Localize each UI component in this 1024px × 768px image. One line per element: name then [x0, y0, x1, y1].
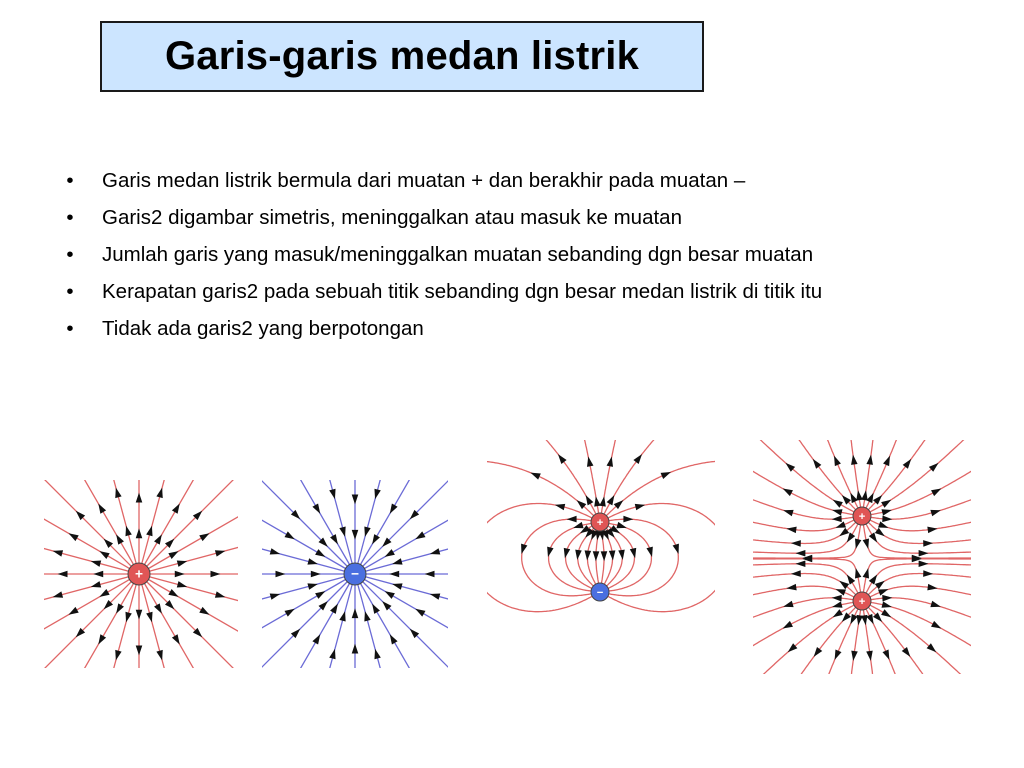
field-arrow [270, 548, 280, 554]
charge-sign: + [858, 510, 866, 523]
field-line [44, 574, 139, 644]
field-arrow [878, 521, 888, 528]
bullet-text: Garis medan listrik bermula dari muatan + dan berakhir pada muatan – [102, 169, 746, 192]
field-arrow [199, 607, 209, 615]
negative-charge-field-diagram [262, 480, 448, 668]
field-arrow [146, 526, 152, 536]
field-arrow [567, 516, 577, 523]
field-arrow [866, 455, 873, 465]
field-arrow [878, 589, 888, 596]
field-arrow [339, 526, 345, 536]
field-arrow [270, 593, 280, 599]
field-arrow [832, 601, 842, 607]
field-line [44, 504, 139, 574]
field-arrow [866, 493, 873, 503]
field-arrow [415, 531, 425, 539]
field-arrow [661, 472, 671, 479]
field-arrow [352, 608, 359, 618]
field-arrow [673, 544, 679, 554]
field-arrow [633, 454, 642, 464]
field-arrow [601, 551, 608, 561]
field-arrow [285, 531, 295, 539]
field-arrow [855, 568, 861, 578]
field-arrow [618, 550, 625, 560]
field-arrow [307, 583, 317, 589]
field-arrow [215, 591, 225, 597]
bullet-dot: • [66, 280, 74, 303]
field-arrow [919, 560, 929, 567]
field-arrow [430, 548, 440, 554]
title-box [100, 21, 704, 92]
field-arrow [352, 494, 359, 504]
field-line [355, 538, 448, 574]
field-arrow [415, 609, 425, 617]
field-arrow [136, 493, 143, 503]
field-arrow [385, 591, 395, 599]
field-arrow [390, 504, 398, 514]
field-line [139, 480, 238, 574]
field-arrow [177, 560, 187, 566]
field-line [139, 574, 209, 668]
field-arrow [630, 548, 636, 558]
field-arrow [154, 603, 162, 613]
field-arrow [69, 607, 79, 615]
field-arrow [923, 570, 933, 577]
field-line [139, 574, 175, 668]
bullet-item [60, 239, 960, 270]
field-line [139, 574, 238, 610]
field-arrow [312, 504, 320, 514]
field-arrow [315, 591, 325, 599]
field-arrow [902, 647, 911, 657]
field-arrow [98, 634, 106, 644]
positive-charge-field-diagram [44, 480, 238, 668]
field-arrow [547, 547, 553, 557]
field-arrow [530, 473, 540, 480]
slide-title: Garis-garis medan listrik [164, 34, 640, 78]
field-line [103, 480, 139, 574]
field-arrow [372, 604, 380, 614]
field-arrow [425, 571, 435, 578]
field-line [319, 480, 355, 574]
field-line [605, 461, 715, 517]
field-arrow [851, 651, 858, 661]
field-line [44, 538, 139, 574]
field-arrow [329, 649, 335, 659]
field-line [139, 480, 209, 574]
field-arrow [881, 500, 891, 508]
field-arrow [850, 493, 857, 503]
field-arrow [91, 581, 101, 587]
field-arrow [833, 500, 843, 508]
field-arrow [115, 488, 121, 498]
field-arrow [881, 509, 891, 515]
dipole-field-diagram [487, 440, 715, 674]
field-arrow [593, 551, 600, 561]
field-arrow [136, 610, 143, 620]
field-arrow [156, 488, 162, 498]
bullet-text: Kerapatan garis2 pada sebuah titik sebanding dgn besar medan listrik di titik itu [102, 280, 823, 303]
field-arrow [330, 534, 338, 544]
field-arrow [168, 589, 178, 597]
field-arrow [91, 560, 101, 566]
field-arrow [927, 584, 937, 591]
field-arrow [786, 527, 796, 534]
field-line [139, 574, 238, 668]
field-arrow [115, 650, 121, 660]
field-arrow [339, 611, 345, 621]
field-arrow [930, 510, 940, 516]
field-arrow [623, 516, 633, 523]
field-arrow [930, 601, 940, 607]
field-arrow [430, 593, 440, 599]
bullet-item [60, 202, 960, 233]
field-line [139, 538, 238, 574]
field-line [566, 525, 595, 590]
field-arrow [832, 509, 842, 515]
field-arrow [863, 538, 869, 548]
field-arrow [69, 533, 79, 541]
field-line [139, 574, 238, 644]
field-arrow [374, 649, 380, 659]
field-arrow [881, 601, 891, 607]
field-arrow [177, 581, 187, 587]
field-arrow [312, 634, 320, 644]
field-arrow [285, 609, 295, 617]
field-arrow [856, 615, 863, 625]
field-arrow [882, 595, 892, 602]
field-arrow [599, 496, 605, 506]
field-arrow [835, 650, 842, 660]
field-arrow [175, 571, 185, 578]
field-arrow [836, 521, 846, 528]
field-arrow [814, 647, 823, 657]
bullet-item [60, 276, 960, 307]
field-line [867, 440, 953, 511]
field-arrow [352, 644, 359, 654]
field-arrow [99, 551, 109, 559]
field-line [319, 574, 355, 668]
field-line [44, 574, 139, 610]
field-arrow [869, 575, 877, 585]
bullet-text: Tidak ada garis2 yang berpotongan [102, 317, 424, 340]
field-arrow [307, 558, 317, 564]
field-arrow [847, 575, 855, 585]
field-arrow [136, 645, 143, 655]
field-arrow [210, 571, 220, 578]
bullet-item [60, 165, 960, 196]
field-arrow [99, 589, 109, 597]
field-arrow [855, 538, 861, 548]
field-line [69, 480, 139, 574]
field-arrow [573, 522, 583, 528]
field-arrow [791, 540, 801, 547]
field-arrow [136, 528, 143, 538]
field-line [139, 504, 238, 574]
bullet-item [60, 313, 960, 344]
field-arrow [352, 530, 359, 540]
field-arrow [861, 490, 868, 500]
field-arrow [832, 516, 842, 523]
field-lines [753, 440, 971, 674]
field-arrow [168, 551, 178, 559]
field-arrow [374, 489, 380, 499]
field-arrow [903, 459, 912, 469]
field-arrow [866, 651, 873, 661]
field-arrow [931, 489, 941, 497]
field-line [262, 538, 355, 574]
field-line [69, 574, 139, 668]
charge-sign: + [858, 595, 866, 608]
field-arrow [58, 571, 68, 578]
field-line [262, 574, 355, 610]
field-arrow [364, 526, 370, 536]
field-arrow [783, 489, 793, 497]
field-arrow [646, 547, 652, 557]
field-arrow [275, 571, 285, 578]
field-line [103, 574, 139, 668]
field-line [605, 525, 634, 590]
field-arrow [923, 540, 933, 547]
field-arrow [125, 526, 131, 536]
bullet-dot: • [66, 243, 74, 266]
field-arrow [116, 603, 124, 613]
field-arrow [882, 516, 892, 523]
field-arrow [607, 495, 615, 505]
field-arrow [931, 621, 941, 629]
field-arrow [869, 532, 877, 542]
field-arrow [389, 571, 399, 578]
field-arrow [836, 589, 846, 596]
field-arrow [385, 549, 395, 557]
bullet-text: Garis2 digambar simetris, meninggalkan atau masuk ke muatan [102, 206, 682, 229]
field-arrow [53, 550, 63, 556]
field-arrow [919, 550, 929, 557]
field-arrow [364, 611, 370, 621]
field-arrow [635, 504, 645, 510]
field-line [139, 480, 175, 574]
bullet-list [60, 165, 960, 350]
field-arrow [783, 621, 793, 629]
field-arrow [154, 534, 162, 544]
bullet-dot: • [66, 317, 74, 340]
field-arrow [555, 504, 565, 510]
field-arrow [882, 650, 889, 660]
field-arrow [558, 454, 567, 464]
field-arrow [215, 550, 225, 556]
field-arrow [98, 504, 106, 514]
field-arrow [927, 527, 937, 534]
field-arrow [863, 568, 869, 578]
field-arrow [53, 591, 63, 597]
field-line [772, 440, 858, 511]
field-arrow [172, 504, 180, 514]
field-arrow [783, 510, 793, 516]
field-arrow [881, 609, 891, 617]
charge-sign: − [596, 586, 604, 599]
field-arrow [795, 550, 805, 557]
field-line [355, 574, 448, 610]
field-arrow [832, 595, 842, 602]
field-arrow [392, 558, 402, 564]
field-arrow [791, 570, 801, 577]
field-arrow [847, 532, 855, 542]
field-arrow [786, 584, 796, 591]
field-arrow [172, 634, 180, 644]
two-positive-charges-field-diagram [753, 440, 971, 674]
field-arrow [586, 495, 594, 505]
field-arrow [125, 612, 131, 622]
field-line [355, 480, 391, 574]
field-arrow [93, 571, 103, 578]
field-arrow [521, 544, 527, 554]
field-arrow [329, 489, 335, 499]
field-arrow [146, 612, 152, 622]
field-arrow [156, 650, 162, 660]
field-line [487, 461, 595, 517]
field-arrow [392, 583, 402, 589]
field-arrow [833, 609, 843, 617]
field-arrow [616, 522, 626, 528]
field-arrow [311, 571, 321, 578]
field-arrow [116, 534, 124, 544]
charge-sign: + [596, 516, 604, 529]
field-arrow [834, 456, 841, 466]
bullet-text: Jumlah garis yang masuk/meninggalkan muatan sebanding dgn besar muatan [102, 243, 814, 266]
charge-sign: − [350, 566, 360, 582]
field-arrow [795, 560, 805, 567]
field-line [355, 574, 391, 668]
field-arrow [575, 550, 582, 560]
bullet-dot: • [66, 206, 74, 229]
charge-sign: + [134, 566, 144, 582]
field-arrow [564, 548, 570, 558]
field-arrow [199, 533, 209, 541]
field-arrow [813, 459, 822, 469]
field-arrow [330, 604, 338, 614]
field-arrow [883, 456, 890, 466]
field-arrow [315, 549, 325, 557]
bullet-dot: • [66, 169, 74, 192]
field-arrow [851, 455, 858, 465]
field-arrow [783, 601, 793, 607]
field-arrow [390, 634, 398, 644]
field-arrow [372, 534, 380, 544]
